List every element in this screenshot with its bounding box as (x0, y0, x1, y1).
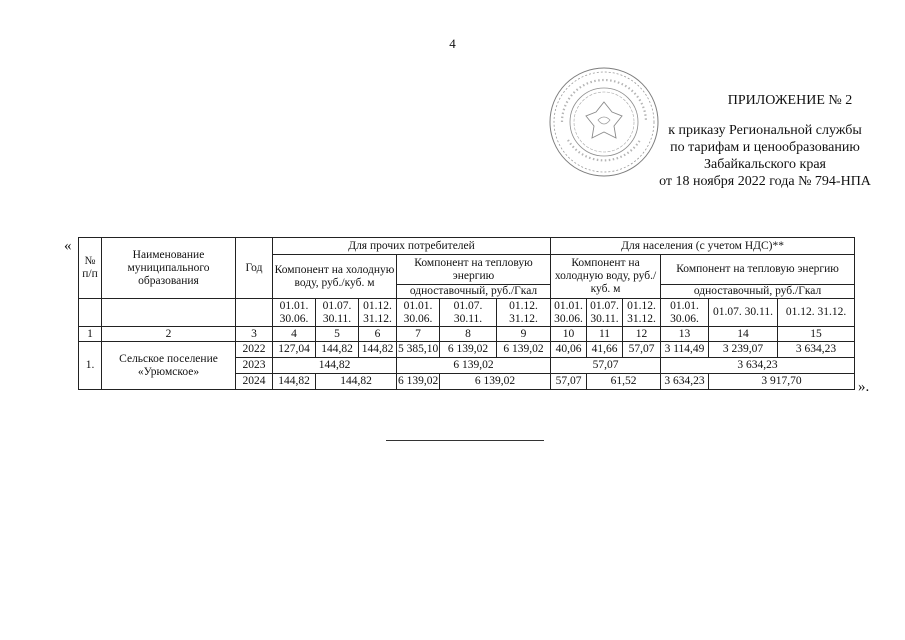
value-cell: 144,82 (316, 342, 359, 358)
appendix-title: ПРИЛОЖЕНИЕ № 2 (727, 93, 853, 108)
page-number: 4 (449, 36, 456, 51)
period-cell: 01.07. 30.11. (587, 299, 623, 327)
appendix-line-3: Забайкальского края (703, 157, 826, 172)
period-row (79, 299, 855, 327)
value-cell: 57,07 (551, 358, 661, 374)
value-cell: 5 385,10 (397, 342, 440, 358)
header-heat-unit-pop: одноставочный, руб./Гкал (661, 285, 855, 299)
period-cell: 01.07. 30.11. (316, 299, 359, 327)
header-population: Для населения (с учетом НДС)** (551, 238, 855, 255)
row-municipality: Сельское поселение «Урюмское» (102, 342, 236, 390)
appendix-line-1: к приказу Региональной службы (668, 123, 862, 138)
column-number-row (79, 327, 855, 342)
header-year: Год (236, 238, 273, 299)
period-cell: 01.01. 30.06. (397, 299, 440, 327)
value-cell: 6 139,02 (440, 342, 497, 358)
header-num: № п/п (79, 238, 102, 299)
appendix-block (560, 92, 900, 190)
column-number: 11 (587, 327, 623, 342)
tariff-table (78, 237, 855, 390)
column-number: 9 (497, 327, 551, 342)
value-cell: 57,07 (623, 342, 661, 358)
column-number: 12 (623, 327, 661, 342)
header-other-consumers: Для прочих потребителей (273, 238, 551, 255)
header-water-pop: Компонент на холодную воду, руб./куб. м (551, 255, 661, 299)
value-cell: 3 634,23 (661, 374, 709, 390)
value-cell: 41,66 (587, 342, 623, 358)
period-cell: 01.01. 30.06. (273, 299, 316, 327)
column-number: 4 (273, 327, 316, 342)
column-number: 8 (440, 327, 497, 342)
value-cell: 3 114,49 (661, 342, 709, 358)
closing-quote: ». (858, 379, 870, 395)
value-cell: 144,82 (273, 358, 397, 374)
value-cell: 6 139,02 (440, 374, 551, 390)
row-year: 2022 (236, 342, 273, 358)
row-number: 1. (79, 342, 102, 390)
value-cell: 3 634,23 (661, 358, 855, 374)
column-number: 2 (102, 327, 236, 342)
value-cell: 144,82 (273, 374, 316, 390)
value-cell: 144,82 (359, 342, 397, 358)
value-cell: 3 239,07 (709, 342, 778, 358)
period-cell: 01.01. 30.06. (661, 299, 709, 327)
column-number: 7 (397, 327, 440, 342)
period-cell: 01.12. 31.12. (359, 299, 397, 327)
column-number: 6 (359, 327, 397, 342)
period-cell: 01.07. 30.11. (440, 299, 497, 327)
value-cell: 57,07 (551, 374, 587, 390)
header-row-1 (79, 238, 855, 255)
value-cell: 3 917,70 (709, 374, 855, 390)
header-name: Наименование муниципального образования (102, 238, 236, 299)
appendix-line-4: от 18 ноября 2022 года № 794-НПА (659, 174, 871, 189)
column-number: 5 (316, 327, 359, 342)
value-cell: 6 139,02 (397, 358, 551, 374)
column-number: 14 (709, 327, 778, 342)
period-cell: 01.01. 30.06. (551, 299, 587, 327)
value-cell: 6 139,02 (397, 374, 440, 390)
header-heat-unit-other: одноставочный, руб./Гкал (397, 285, 551, 299)
column-number: 3 (236, 327, 273, 342)
value-cell: 6 139,02 (497, 342, 551, 358)
period-cell: 01.12. 31.12. (497, 299, 551, 327)
header-heat-other: Компонент на тепловую энергию (397, 255, 551, 285)
appendix-line-2: по тарифам и ценообразованию (670, 140, 860, 155)
value-cell: 3 634,23 (778, 342, 855, 358)
value-cell: 127,04 (273, 342, 316, 358)
header-water-other: Компонент на холодную воду, руб./куб. м (273, 255, 397, 299)
separator-line (386, 440, 544, 441)
value-cell: 144,82 (316, 374, 397, 390)
value-cell: 61,52 (587, 374, 661, 390)
opening-quote: « (64, 238, 72, 254)
column-number: 15 (778, 327, 855, 342)
row-year: 2024 (236, 374, 273, 390)
table-row-2022 (79, 342, 855, 358)
value-cell: 40,06 (551, 342, 587, 358)
period-cell: 01.12. 31.12. (623, 299, 661, 327)
header-heat-pop: Компонент на тепловую энергию (661, 255, 855, 285)
column-number: 13 (661, 327, 709, 342)
period-cell: 01.12. 31.12. (778, 299, 855, 327)
column-number: 10 (551, 327, 587, 342)
row-year: 2023 (236, 358, 273, 374)
column-number: 1 (79, 327, 102, 342)
period-cell: 01.07. 30.11. (709, 299, 778, 327)
